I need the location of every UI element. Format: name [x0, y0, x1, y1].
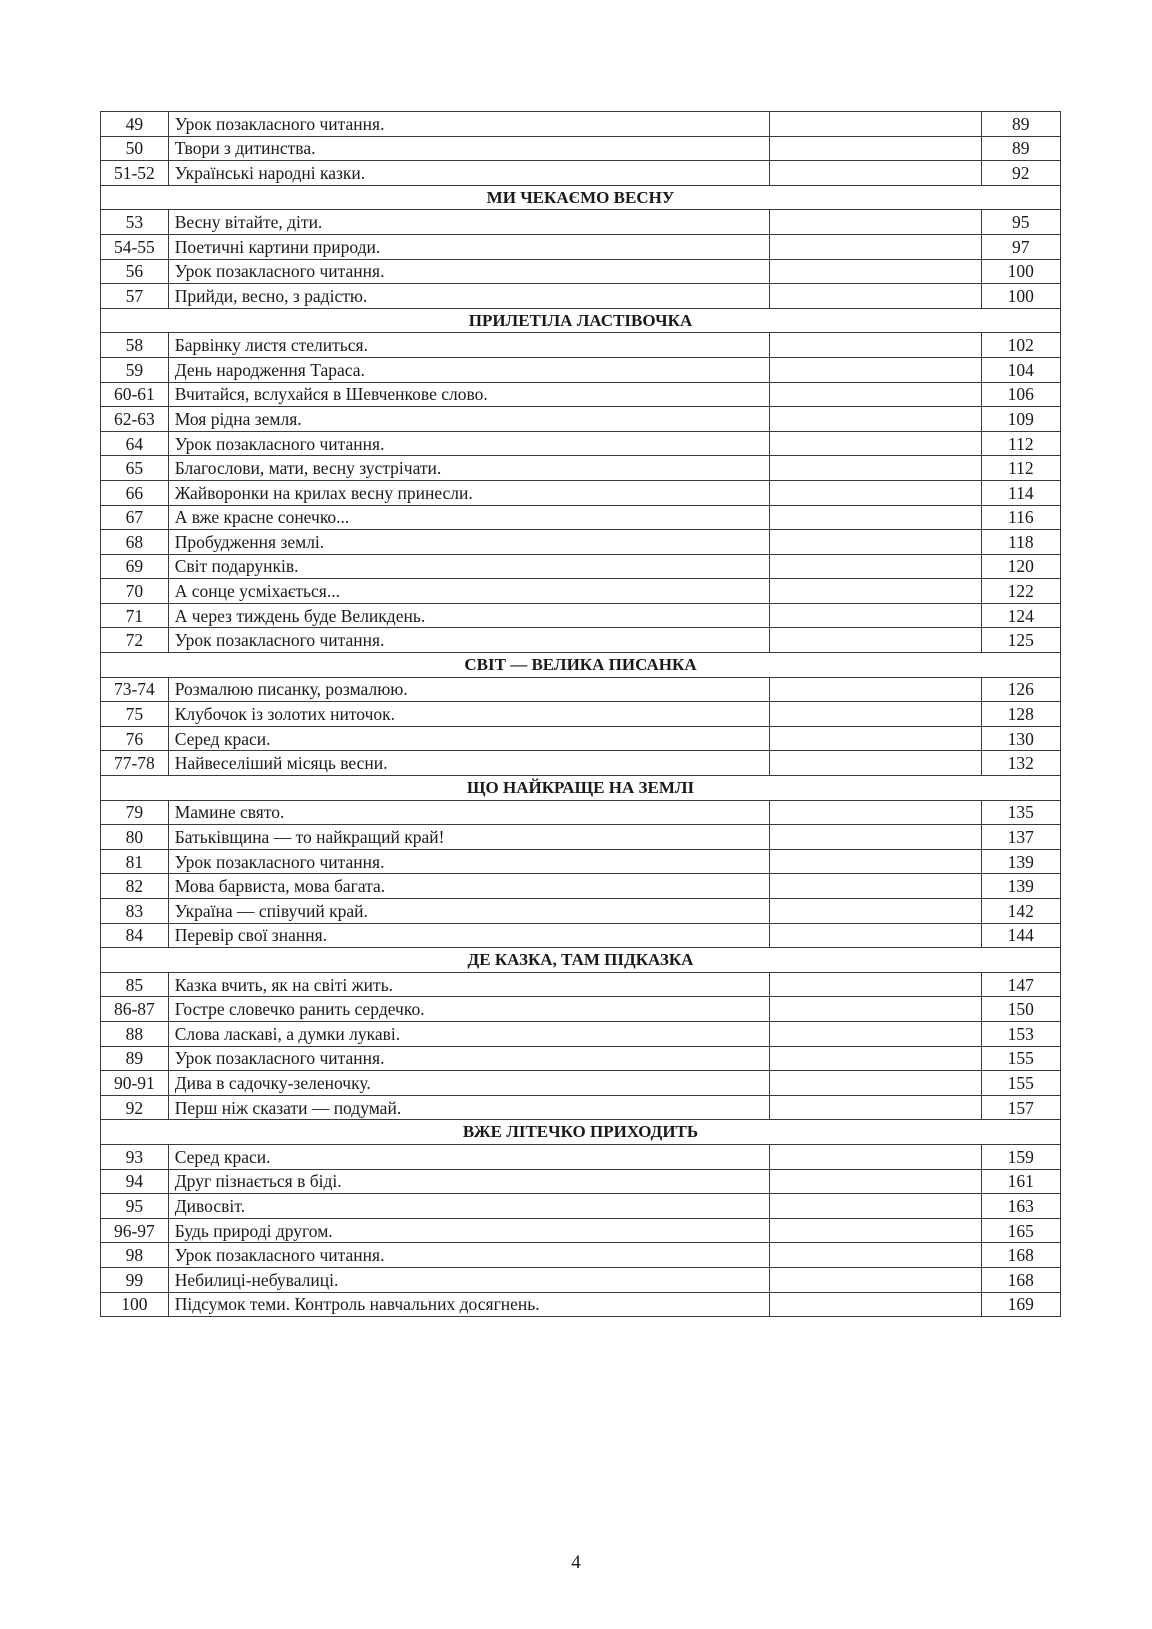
table-row	[101, 407, 1061, 432]
page-ref: 95	[981, 210, 1060, 235]
lesson-number: 79	[101, 800, 169, 825]
lesson-number: 81	[101, 849, 169, 874]
page-ref: 147	[981, 972, 1060, 997]
empty-cell	[769, 112, 981, 137]
lesson-number: 66	[101, 480, 169, 505]
page-ref: 150	[981, 997, 1060, 1022]
empty-cell	[769, 1292, 981, 1317]
table-row	[101, 579, 1061, 604]
section-heading: ПРИЛЕТІЛА ЛАСТІВОЧКА	[101, 308, 1061, 333]
table-row	[101, 357, 1061, 382]
page-ref: 112	[981, 456, 1060, 481]
table-row	[101, 505, 1061, 530]
table-row	[101, 1046, 1061, 1071]
lesson-title: День народження Тараса.	[168, 357, 769, 382]
page-number: 4	[571, 1552, 581, 1573]
lesson-title: Дива в садочку-зеленочку.	[168, 1071, 769, 1096]
lesson-number: 77-78	[101, 751, 169, 776]
lesson-number: 51-52	[101, 161, 169, 186]
lesson-number: 84	[101, 923, 169, 948]
empty-cell	[769, 161, 981, 186]
page-ref: 125	[981, 628, 1060, 653]
lesson-title: Урок позакласного читання.	[168, 849, 769, 874]
contents-table	[100, 111, 1061, 1317]
empty-cell	[769, 997, 981, 1022]
lesson-title: Урок позакласного читання.	[168, 112, 769, 137]
empty-cell	[769, 899, 981, 924]
page-ref: 144	[981, 923, 1060, 948]
lesson-title: Перевір свої знання.	[168, 923, 769, 948]
empty-cell	[769, 972, 981, 997]
lesson-title: Урок позакласного читання.	[168, 628, 769, 653]
page-ref: 89	[981, 136, 1060, 161]
table-row	[101, 1194, 1061, 1219]
table-row	[101, 1267, 1061, 1292]
lesson-title: Мова барвиста, мова багата.	[168, 874, 769, 899]
section-heading: ДЕ КАЗКА, ТАМ ПІДКАЗКА	[101, 948, 1061, 973]
table-row	[101, 431, 1061, 456]
lesson-title: Пробудження землі.	[168, 530, 769, 555]
empty-cell	[769, 431, 981, 456]
lesson-number: 86-87	[101, 997, 169, 1022]
empty-cell	[769, 333, 981, 358]
lesson-title: Благослови, мати, весну зустрічати.	[168, 456, 769, 481]
page-ref: 106	[981, 382, 1060, 407]
empty-cell	[769, 530, 981, 555]
table-row	[101, 874, 1061, 899]
lesson-number: 49	[101, 112, 169, 137]
lesson-number: 80	[101, 825, 169, 850]
empty-cell	[769, 480, 981, 505]
table-row	[101, 849, 1061, 874]
page-ref: 128	[981, 702, 1060, 727]
section-heading: МИ ЧЕКАЄМО ВЕСНУ	[101, 185, 1061, 210]
table-row	[101, 923, 1061, 948]
empty-cell	[769, 259, 981, 284]
page-ref: 104	[981, 357, 1060, 382]
page-ref: 114	[981, 480, 1060, 505]
empty-cell	[769, 357, 981, 382]
empty-cell	[769, 800, 981, 825]
section-heading: СВІТ — ВЕЛИКА ПИСАНКА	[101, 653, 1061, 678]
table-row	[101, 136, 1061, 161]
page-ref: 89	[981, 112, 1060, 137]
lesson-number: 82	[101, 874, 169, 899]
page-ref: 155	[981, 1046, 1060, 1071]
empty-cell	[769, 1243, 981, 1268]
section-heading-row	[101, 308, 1061, 333]
lesson-number: 75	[101, 702, 169, 727]
empty-cell	[769, 603, 981, 628]
lesson-title: А сонце усміхається...	[168, 579, 769, 604]
empty-cell	[769, 702, 981, 727]
lesson-title: Урок позакласного читання.	[168, 259, 769, 284]
lesson-title: Розмалюю писанку, розмалюю.	[168, 677, 769, 702]
table-row	[101, 1144, 1061, 1169]
table-row	[101, 702, 1061, 727]
lesson-title: Підсумок теми. Контроль навчальних досягнень.	[168, 1292, 769, 1317]
lesson-number: 72	[101, 628, 169, 653]
section-heading-row	[101, 185, 1061, 210]
lesson-number: 88	[101, 1021, 169, 1046]
lesson-number: 95	[101, 1194, 169, 1219]
empty-cell	[769, 874, 981, 899]
table-row	[101, 972, 1061, 997]
lesson-title: Будь природі другом.	[168, 1218, 769, 1243]
section-heading-row	[101, 948, 1061, 973]
table-row	[101, 234, 1061, 259]
lesson-number: 64	[101, 431, 169, 456]
lesson-number: 96-97	[101, 1218, 169, 1243]
table-row	[101, 210, 1061, 235]
lesson-title: Перш ніж сказати — подумай.	[168, 1095, 769, 1120]
empty-cell	[769, 1169, 981, 1194]
page-ref: 169	[981, 1292, 1060, 1317]
table-row	[101, 1218, 1061, 1243]
empty-cell	[769, 923, 981, 948]
table-row	[101, 284, 1061, 309]
page-ref: 139	[981, 874, 1060, 899]
lesson-number: 98	[101, 1243, 169, 1268]
empty-cell	[769, 1144, 981, 1169]
lesson-number: 56	[101, 259, 169, 284]
lesson-title: Українські народні казки.	[168, 161, 769, 186]
table-row	[101, 1243, 1061, 1268]
lesson-title: Дивосвіт.	[168, 1194, 769, 1219]
lesson-number: 99	[101, 1267, 169, 1292]
lesson-title: Урок позакласного читання.	[168, 431, 769, 456]
lesson-number: 85	[101, 972, 169, 997]
page-ref: 102	[981, 333, 1060, 358]
empty-cell	[769, 726, 981, 751]
lesson-number: 94	[101, 1169, 169, 1194]
table-row	[101, 333, 1061, 358]
page-ref: 142	[981, 899, 1060, 924]
page-ref: 159	[981, 1144, 1060, 1169]
lesson-number: 73-74	[101, 677, 169, 702]
empty-cell	[769, 579, 981, 604]
lesson-number: 71	[101, 603, 169, 628]
empty-cell	[769, 1194, 981, 1219]
lesson-title: Барвінку листя стелиться.	[168, 333, 769, 358]
page-ref: 168	[981, 1243, 1060, 1268]
section-heading: ВЖЕ ЛІТЕЧКО ПРИХОДИТЬ	[101, 1120, 1061, 1145]
table-row	[101, 456, 1061, 481]
empty-cell	[769, 554, 981, 579]
lesson-number: 89	[101, 1046, 169, 1071]
table-row	[101, 1021, 1061, 1046]
section-heading-row	[101, 776, 1061, 801]
lesson-number: 93	[101, 1144, 169, 1169]
table-row	[101, 751, 1061, 776]
page-ref: 120	[981, 554, 1060, 579]
page-ref: 92	[981, 161, 1060, 186]
empty-cell	[769, 382, 981, 407]
lesson-title: Урок позакласного читання.	[168, 1046, 769, 1071]
lesson-number: 50	[101, 136, 169, 161]
lesson-number: 57	[101, 284, 169, 309]
lesson-title: Серед краси.	[168, 726, 769, 751]
lesson-number: 54-55	[101, 234, 169, 259]
empty-cell	[769, 1267, 981, 1292]
lesson-number: 90-91	[101, 1071, 169, 1096]
empty-cell	[769, 210, 981, 235]
table-row	[101, 677, 1061, 702]
lesson-number: 68	[101, 530, 169, 555]
table-row	[101, 259, 1061, 284]
empty-cell	[769, 407, 981, 432]
lesson-title: Серед краси.	[168, 1144, 769, 1169]
empty-cell	[769, 849, 981, 874]
empty-cell	[769, 751, 981, 776]
table-row	[101, 112, 1061, 137]
page-ref: 126	[981, 677, 1060, 702]
page-ref: 165	[981, 1218, 1060, 1243]
lesson-number: 100	[101, 1292, 169, 1317]
empty-cell	[769, 1071, 981, 1096]
table-row	[101, 726, 1061, 751]
page-ref: 157	[981, 1095, 1060, 1120]
empty-cell	[769, 136, 981, 161]
section-heading-row	[101, 1120, 1061, 1145]
lesson-number: 67	[101, 505, 169, 530]
empty-cell	[769, 456, 981, 481]
lesson-title: Моя рідна земля.	[168, 407, 769, 432]
table-row	[101, 628, 1061, 653]
lesson-title: Небилиці-небувалиці.	[168, 1267, 769, 1292]
lesson-number: 70	[101, 579, 169, 604]
table-row	[101, 1292, 1061, 1317]
empty-cell	[769, 1021, 981, 1046]
page-ref: 122	[981, 579, 1060, 604]
lesson-title: Урок позакласного читання.	[168, 1243, 769, 1268]
lesson-title: Поетичні картини природи.	[168, 234, 769, 259]
empty-cell	[769, 505, 981, 530]
empty-cell	[769, 1218, 981, 1243]
page-ref: 155	[981, 1071, 1060, 1096]
lesson-title: Батьківщина — то найкращий край!	[168, 825, 769, 850]
table-row	[101, 382, 1061, 407]
lesson-number: 69	[101, 554, 169, 579]
lesson-title: Жайворонки на крилах весну принесли.	[168, 480, 769, 505]
page-ref: 161	[981, 1169, 1060, 1194]
table-row	[101, 603, 1061, 628]
table-row	[101, 1095, 1061, 1120]
section-heading-row	[101, 653, 1061, 678]
empty-cell	[769, 234, 981, 259]
empty-cell	[769, 825, 981, 850]
table-row	[101, 1071, 1061, 1096]
page-ref: 135	[981, 800, 1060, 825]
lesson-title: Найвеселіший місяць весни.	[168, 751, 769, 776]
lesson-title: А через тиждень буде Великдень.	[168, 603, 769, 628]
lesson-title: Казка вчить, як на світі жить.	[168, 972, 769, 997]
table-row	[101, 530, 1061, 555]
table-row	[101, 161, 1061, 186]
page-ref: 100	[981, 259, 1060, 284]
lesson-title: Друг пізнається в біді.	[168, 1169, 769, 1194]
page-ref: 112	[981, 431, 1060, 456]
lesson-title: Гостре словечко ранить сердечко.	[168, 997, 769, 1022]
page-ref: 97	[981, 234, 1060, 259]
page-ref: 132	[981, 751, 1060, 776]
table-row	[101, 825, 1061, 850]
empty-cell	[769, 284, 981, 309]
page-ref: 118	[981, 530, 1060, 555]
lesson-title: Слова ласкаві, а думки лукаві.	[168, 1021, 769, 1046]
lesson-title: Твори з дитинства.	[168, 136, 769, 161]
lesson-title: Україна — співучий край.	[168, 899, 769, 924]
table-row	[101, 997, 1061, 1022]
table-row	[101, 800, 1061, 825]
lesson-title: Світ подарунків.	[168, 554, 769, 579]
table-row	[101, 1169, 1061, 1194]
empty-cell	[769, 628, 981, 653]
lesson-title: Клубочок із золотих ниточок.	[168, 702, 769, 727]
page-ref: 137	[981, 825, 1060, 850]
empty-cell	[769, 1046, 981, 1071]
contents-table-body	[101, 112, 1061, 1317]
page-ref: 109	[981, 407, 1060, 432]
page-ref: 139	[981, 849, 1060, 874]
table-row	[101, 554, 1061, 579]
lesson-number: 60-61	[101, 382, 169, 407]
page-ref: 168	[981, 1267, 1060, 1292]
lesson-number: 76	[101, 726, 169, 751]
lesson-title: Вчитайся, вслухайся в Шевченкове слово.	[168, 382, 769, 407]
lesson-number: 59	[101, 357, 169, 382]
section-heading: ЩО НАЙКРАЩЕ НА ЗЕМЛІ	[101, 776, 1061, 801]
lesson-title: Весну вітайте, діти.	[168, 210, 769, 235]
page-ref: 153	[981, 1021, 1060, 1046]
page-ref: 130	[981, 726, 1060, 751]
empty-cell	[769, 1095, 981, 1120]
lesson-number: 65	[101, 456, 169, 481]
page-ref: 116	[981, 505, 1060, 530]
lesson-number: 62-63	[101, 407, 169, 432]
lesson-number: 58	[101, 333, 169, 358]
lesson-number: 92	[101, 1095, 169, 1120]
table-row	[101, 480, 1061, 505]
page-ref: 124	[981, 603, 1060, 628]
lesson-number: 83	[101, 899, 169, 924]
lesson-title: Прийди, весно, з радістю.	[168, 284, 769, 309]
lesson-title: А вже красне сонечко...	[168, 505, 769, 530]
empty-cell	[769, 677, 981, 702]
lesson-number: 53	[101, 210, 169, 235]
lesson-title: Мамине свято.	[168, 800, 769, 825]
page-ref: 163	[981, 1194, 1060, 1219]
table-row	[101, 899, 1061, 924]
page-ref: 100	[981, 284, 1060, 309]
